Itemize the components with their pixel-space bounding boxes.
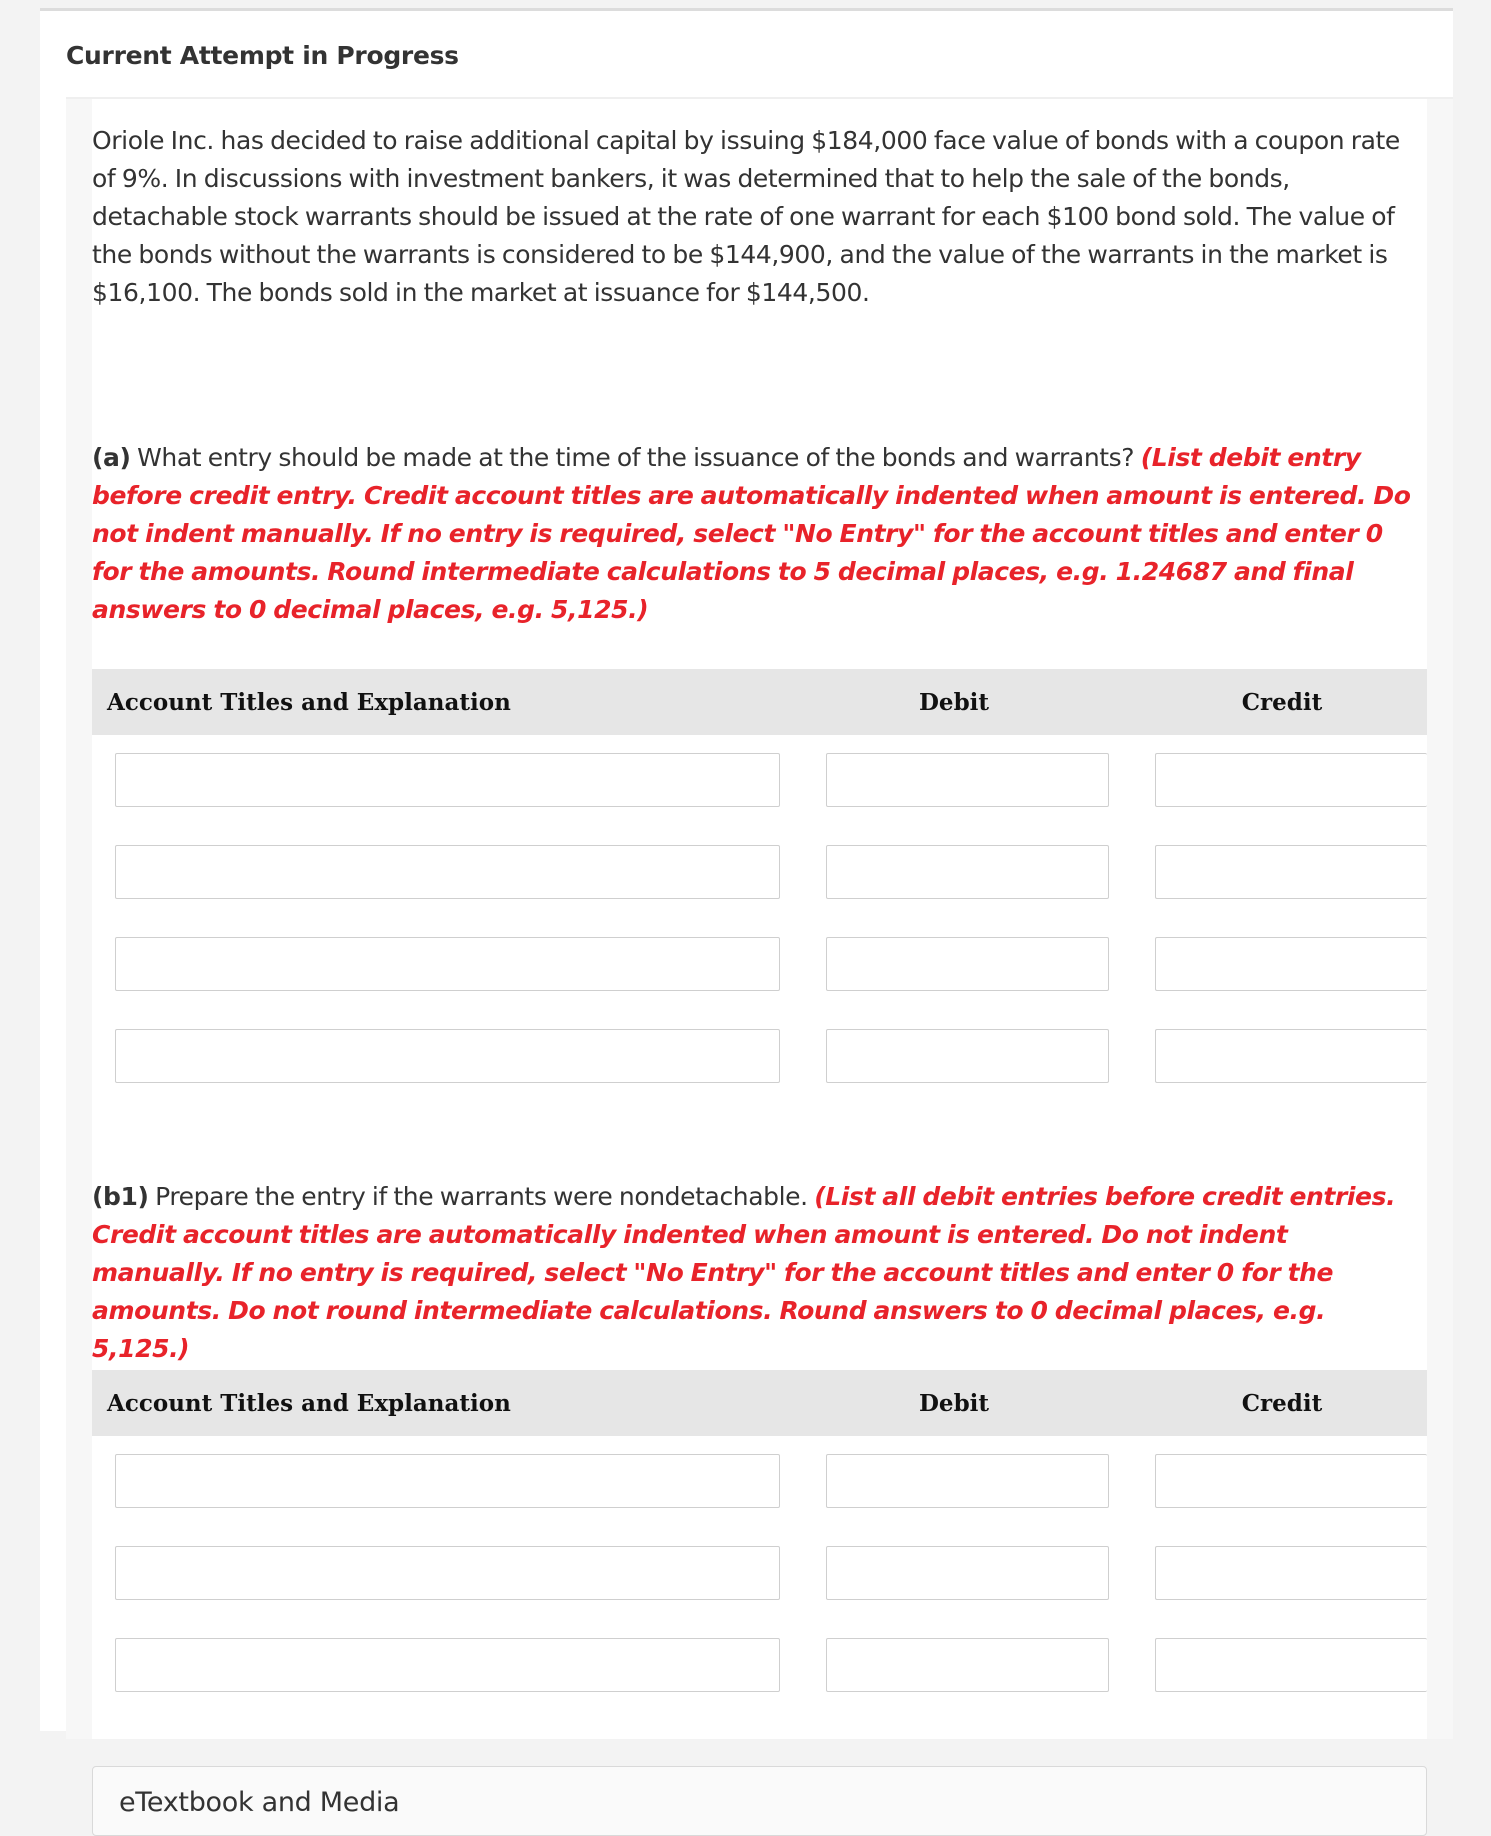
debit-amount-input[interactable] xyxy=(826,937,1109,991)
part-b1-journal-table xyxy=(92,1370,1427,1712)
part-b1-instructions: (List all debit entries before credit entries. Credit account titles are automatically indented when amount is entered. Do not indent manually. If no entry is required, select "No Entry" for the account titles and enter 0 for the amounts. Do not round intermediate calculations. Round answers to 0 decimal places, e.g. 5,125.) xyxy=(92,1182,1396,1363)
debit-amount-input[interactable] xyxy=(826,1029,1109,1083)
header-account-titles: Account Titles and Explanation xyxy=(107,689,511,716)
part-a-journal-table xyxy=(92,669,1427,1103)
header-account-titles: Account Titles and Explanation xyxy=(107,1390,511,1417)
table-row xyxy=(92,1011,1427,1103)
question-content xyxy=(66,99,1453,1818)
table-row xyxy=(92,1436,1427,1528)
account-title-input[interactable] xyxy=(115,753,780,807)
attempt-status-title: Current Attempt in Progress xyxy=(66,41,459,70)
credit-amount-input[interactable] xyxy=(1155,1546,1427,1600)
part-a-label: (a) xyxy=(92,443,131,472)
credit-amount-input[interactable] xyxy=(1155,1638,1427,1692)
account-title-input[interactable] xyxy=(115,1546,780,1600)
debit-amount-input[interactable] xyxy=(826,1638,1109,1692)
etextbook-media-panel[interactable] xyxy=(92,1766,1427,1836)
table-row xyxy=(92,827,1427,919)
table-header xyxy=(92,669,1427,735)
account-title-input[interactable] xyxy=(115,1454,780,1508)
header-debit: Debit xyxy=(918,1390,990,1417)
credit-amount-input[interactable] xyxy=(1155,1029,1427,1083)
question-body xyxy=(92,99,1427,1818)
part-a-instructions: (List debit entry before credit entry. Credit account titles are automatically indented when amount is entered. Do not indent manually. If no entry is required, select "No Entry" for the account titles and enter 0 for the amounts. Round intermediate calculations to 5 decimal places, e.g. 1.24687 and final answers to 0 decimal places, e.g. 5,125.) xyxy=(92,443,1411,624)
credit-amount-input[interactable] xyxy=(1155,937,1427,991)
credit-amount-input[interactable] xyxy=(1155,845,1427,899)
table-row xyxy=(92,1620,1427,1712)
header-credit: Credit xyxy=(1241,1390,1323,1417)
debit-amount-input[interactable] xyxy=(826,845,1109,899)
debit-amount-input[interactable] xyxy=(826,1546,1109,1600)
table-row xyxy=(92,735,1427,827)
account-title-input[interactable] xyxy=(115,1029,780,1083)
table-row xyxy=(92,1528,1427,1620)
header-debit: Debit xyxy=(918,689,990,716)
part-a-question xyxy=(92,439,1427,629)
account-title-input[interactable] xyxy=(115,937,780,991)
etextbook-media-label: eTextbook and Media xyxy=(119,1787,400,1818)
part-b1-question-text: Prepare the entry if the warrants were nondetachable. xyxy=(148,1182,815,1211)
part-a-question-text: What entry should be made at the time of the issuance of the bonds and warrants? xyxy=(130,443,1141,472)
account-title-input[interactable] xyxy=(115,1638,780,1692)
part-b1-question xyxy=(92,1178,1427,1368)
debit-amount-input[interactable] xyxy=(826,753,1109,807)
table-row xyxy=(92,919,1427,1011)
debit-amount-input[interactable] xyxy=(826,1454,1109,1508)
table-header xyxy=(92,1370,1427,1436)
part-b1-label: (b1) xyxy=(92,1182,149,1211)
header-credit: Credit xyxy=(1241,689,1323,716)
question-card xyxy=(40,8,1453,1818)
problem-statement: Oriole Inc. has decided to raise additional capital by issuing $184,000 face value of bonds with a coupon rate of 9%. In discussions with investment bankers, it was determined that to help the sale of the bonds, detachable stock warrants should be issued at the rate of one warrant for each $100 bond sold. The value of the bonds without the warrants is considered to be $144,900, and the value of the warrants in the market is $16,100. The bonds sold in the market at issuance for $144,500. xyxy=(92,126,1400,307)
credit-amount-input[interactable] xyxy=(1155,753,1427,807)
account-title-input[interactable] xyxy=(115,845,780,899)
credit-amount-input[interactable] xyxy=(1155,1454,1427,1508)
